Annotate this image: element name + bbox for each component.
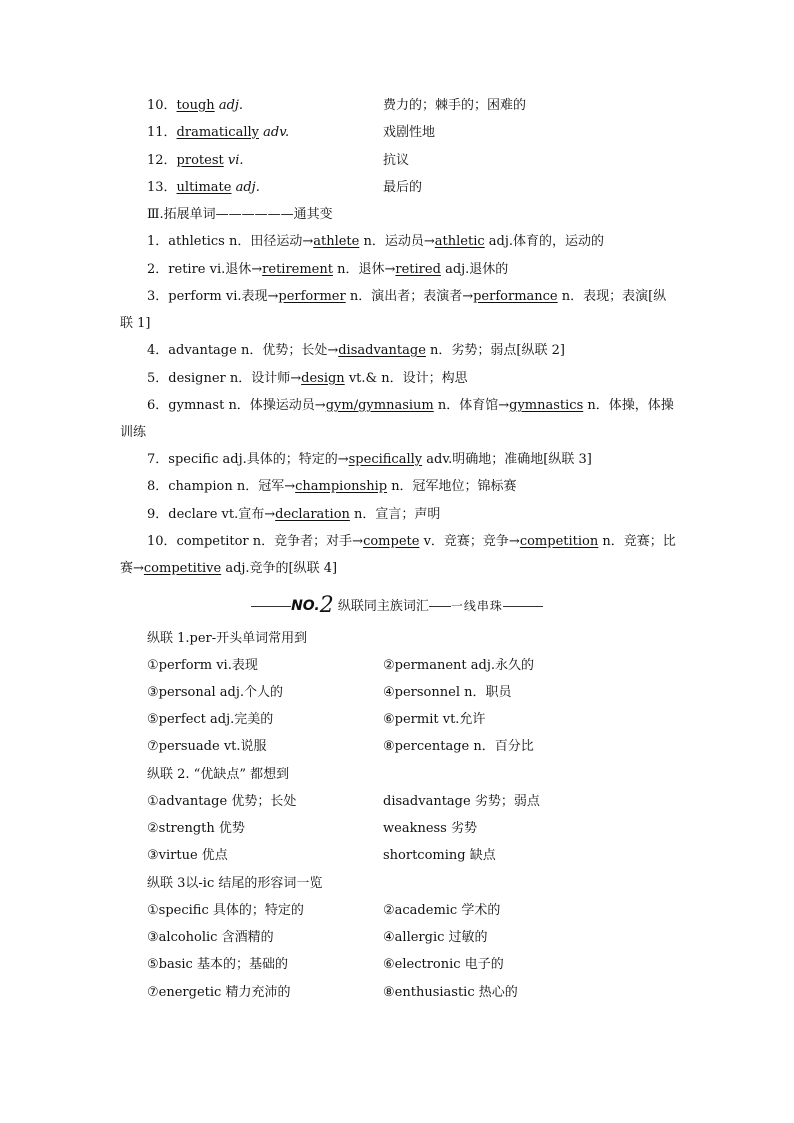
section-banner: NO.2 纵联同主族词汇 一线串珠 bbox=[0, 595, 794, 618]
group-cell: ⑦persuade vt.说服 bbox=[147, 739, 267, 754]
group-cell: ①perform vi.表现 bbox=[147, 658, 258, 673]
banner-rule bbox=[503, 606, 543, 607]
group-cell: ⑤perfect adj.完美的 bbox=[147, 712, 274, 727]
ext-item: 1．athletics n．田径运动→athlete n．运动员→athletic adj.体育的，运动的 bbox=[147, 234, 605, 249]
group-cell: ③virtue 优点 bbox=[147, 848, 228, 863]
ext-item: 10．competitor n．竞争者；对手→compete v．竞赛；竞争→competition n．竞赛；比 bbox=[147, 534, 676, 549]
group-cell: ⑦energetic 精力充沛的 bbox=[147, 985, 291, 1000]
ext-item: 3．perform vi.表现→performer n．演出者；表演者→performance n．表现；表演[纵 bbox=[147, 289, 667, 304]
ext-item: 7．specific adj.具体的；特定的→specifically adv.明确地；准确地[纵联 3] bbox=[147, 452, 592, 467]
banner-rule bbox=[429, 606, 451, 607]
group-title: 纵联 3以-ic 结尾的形容词一览 bbox=[147, 876, 323, 891]
ext-item-cont: 训练 bbox=[120, 425, 147, 440]
group-cell: ③personal adj.个人的 bbox=[147, 685, 284, 700]
ext-item: 5．designer n．设计师→design vt.& n．设计；构思 bbox=[147, 371, 468, 386]
vocab-gloss: 戏剧性地 bbox=[383, 125, 436, 140]
group-cell: ①advantage 优势；长处 bbox=[147, 794, 297, 809]
group-cell: ⑧percentage n．百分比 bbox=[383, 739, 534, 754]
group-cell: ②academic 学术的 bbox=[383, 903, 501, 918]
group-cell: ④allergic 过敏的 bbox=[383, 930, 488, 945]
ext-item: 6．gymnast n．体操运动员→gym/gymnasium n．体育馆→gymnastics n．体操，体操 bbox=[147, 398, 674, 413]
ext-item: 4．advantage n．优势；长处→disadvantage n．劣势；弱点[纵联 2] bbox=[147, 343, 565, 358]
vocab-word: dramatically bbox=[176, 125, 259, 140]
group-cell: ⑥electronic 电子的 bbox=[383, 957, 504, 972]
vocab-row: 12．protest vi. bbox=[147, 153, 244, 168]
group-cell: ⑧enthusiastic 热心的 bbox=[383, 985, 518, 1000]
vocab-word: protest bbox=[176, 153, 224, 168]
vocab-word: ultimate bbox=[176, 180, 232, 195]
vocab-row: 10．tough adj. bbox=[147, 98, 244, 113]
ext-item: 9．declare vt.宣布→declaration n．宣言；声明 bbox=[147, 507, 441, 522]
group-title: 纵联 2. “优缺点” 都想到 bbox=[147, 767, 290, 782]
group-cell: disadvantage 劣势；弱点 bbox=[383, 794, 540, 809]
banner-subtitle: 一线串珠 bbox=[450, 599, 503, 613]
group-cell: ②permanent adj.永久的 bbox=[383, 658, 534, 673]
ext-item-cont: 赛→competitive adj.竞争的[纵联 4] bbox=[120, 561, 338, 576]
vocab-row: 11．dramatically adv. bbox=[147, 125, 290, 140]
vocab-gloss: 最后的 bbox=[383, 180, 423, 195]
group-cell: shortcoming 缺点 bbox=[383, 848, 496, 863]
vocab-gloss: 抗议 bbox=[383, 153, 410, 168]
group-cell: ⑥permit vt.允许 bbox=[383, 712, 486, 727]
group-cell: ①specific 具体的；特定的 bbox=[147, 903, 304, 918]
ext-item: 8．champion n．冠军→championship n．冠军地位；锦标赛 bbox=[147, 479, 517, 494]
ext-item: 2．retire vi.退休→retirement n．退休→retired adj.退休的 bbox=[147, 262, 509, 277]
group-cell: ③alcoholic 含酒精的 bbox=[147, 930, 274, 945]
ext-item-cont: 联 1] bbox=[120, 316, 151, 331]
section-title: Ⅲ.拓展单词——————通其变 bbox=[147, 207, 333, 222]
banner-title: 纵联同主族词汇 bbox=[337, 599, 429, 614]
group-cell: ④personnel n．职员 bbox=[383, 685, 512, 700]
banner-rule bbox=[251, 606, 291, 607]
group-title: 纵联 1.per-开头单词常用到 bbox=[147, 631, 308, 646]
group-cell: ⑤basic 基本的；基础的 bbox=[147, 957, 288, 972]
vocab-word: tough bbox=[176, 98, 215, 113]
group-cell: weakness 劣势 bbox=[383, 821, 477, 836]
vocab-row: 13．ultimate adj. bbox=[147, 180, 260, 195]
vocab-gloss: 费力的；棘手的；困难的 bbox=[383, 98, 527, 113]
group-cell: ②strength 优势 bbox=[147, 821, 245, 836]
